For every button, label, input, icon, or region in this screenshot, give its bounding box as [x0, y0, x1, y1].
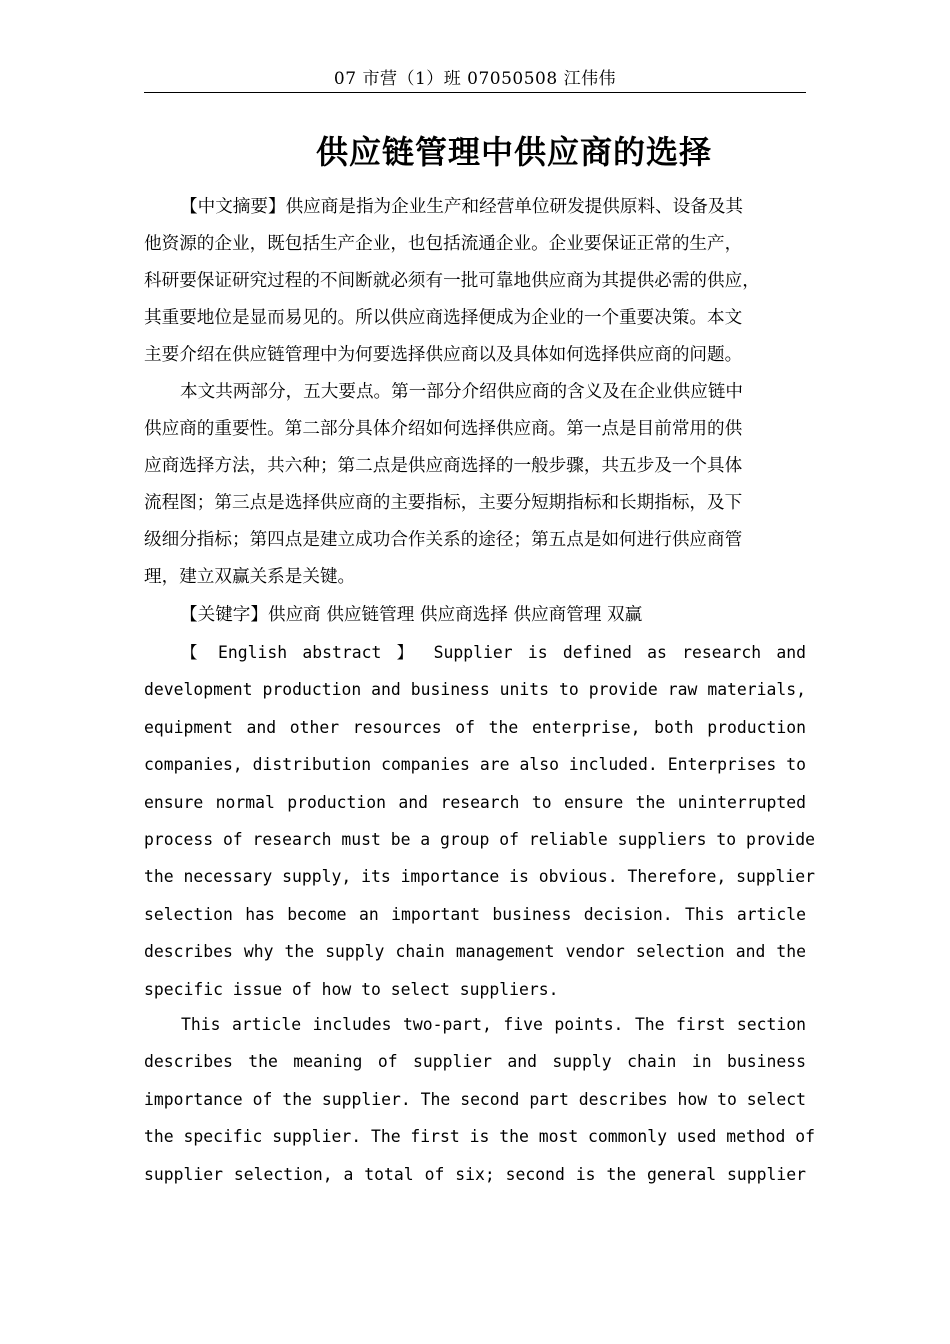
document-title: 供应链管理中供应商的选择: [315, 133, 712, 171]
abstract-cn: [144, 189, 816, 374]
abstract-en-line: 【 English abstract 】 Supplier is defined as research and: [181, 643, 806, 662]
outline-en-line: the specific supplier. The first is the most commonly used method of: [144, 1127, 816, 1147]
abstract-cn-line: 【中文摘要】供应商是指为企业生产和经营单位研发提供原料、设备及其: [180, 197, 744, 217]
outline-cn-line: 供应商的重要性。第二部分具体介绍如何选择供应商。第一点是目前常用的供: [144, 419, 743, 439]
abstract-en-line: selection has become an important business decision. This article: [144, 904, 806, 924]
outline-cn-line: 流程图；第三点是选择供应商的主要指标，主要分短期指标和长期指标，及下: [144, 493, 743, 513]
outline-cn-line: 理，建立双赢关系是关键。: [144, 567, 356, 587]
outline-en-line: importance of the supplier. The second part describes how to select: [144, 1089, 806, 1109]
abstract-en: [144, 634, 816, 1008]
header-divider: [144, 92, 806, 93]
abstract-cn-line: 主要介绍在供应链管理中为何要选择供应商以及具体如何选择供应商的问题。: [144, 345, 743, 365]
abstract-en-line: companies, distribution companies are also included. Enterprises to: [144, 755, 806, 775]
abstract-en-line: describes why the supply chain management vendor selection and the: [144, 942, 806, 962]
outline-en-line: supplier selection, a total of six; second is the general supplier: [144, 1164, 806, 1184]
abstract-cn-line: 科研要保证研究过程的不间断就必须有一批可靠地供应商为其提供必需的供应，: [144, 271, 760, 291]
abstract-en-line: equipment and other resources of the enterprise, both production: [144, 717, 806, 737]
keywords-line: 【关键字】供应商 供应链管理 供应商选择 供应商管理 双赢: [180, 605, 643, 625]
outline-en-line: This article includes two-part, five points. The first section: [181, 1015, 806, 1034]
abstract-en-line: ensure normal production and research to ensure the uninterrupted: [144, 792, 806, 812]
outline-cn-line: 应商选择方法，共六种；第二点是供应商选择的一般步骤，共五步及一个具体: [144, 456, 743, 476]
abstract-cn-line: 其重要地位是显而易见的。所以供应商选择便成为企业的一个重要决策。本文: [144, 308, 743, 328]
outline-cn-line: 级细分指标；第四点是建立成功合作关系的途径；第五点是如何进行供应商管: [144, 530, 743, 550]
outline-en: [144, 1006, 816, 1193]
abstract-en-line: development production and business units to provide raw materials,: [144, 680, 806, 700]
abstract-en-line: specific issue of how to select suppliers.: [144, 979, 559, 999]
outline-cn-line: 本文共两部分，五大要点。第一部分介绍供应商的含义及在企业供应链中: [180, 382, 744, 402]
page-header: 07 市营（1）班 07050508 江伟伟: [333, 69, 617, 89]
keywords-cn: [144, 597, 816, 634]
abstract-cn-line: 他资源的企业，既包括生产企业，也包括流通企业。企业要保证正常的生产，: [144, 234, 743, 254]
abstract-en-line: the necessary supply, its importance is obvious. Therefore, supplier: [144, 867, 816, 887]
outline-en-line: describes the meaning of supplier and supply chain in business: [144, 1052, 806, 1072]
outline-cn: [144, 374, 816, 596]
abstract-en-line: process of research must be a group of reliable suppliers to provide: [144, 830, 816, 850]
